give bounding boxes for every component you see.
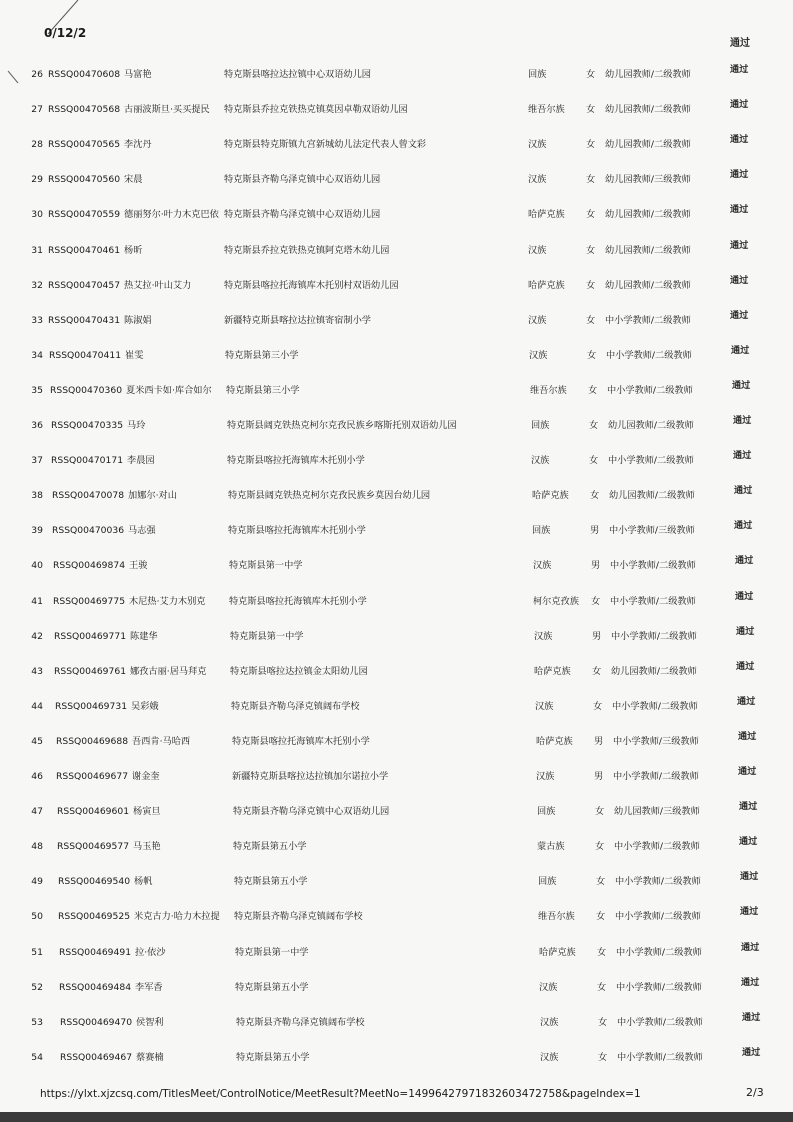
seq-cell: 42 <box>31 630 43 642</box>
ethnicity-cell: 汉族 <box>528 174 547 186</box>
id-name-cell <box>60 1050 164 1066</box>
title-cell: 幼儿园教师/二级教师 <box>609 490 695 502</box>
id-name-cell <box>48 313 152 329</box>
ethnicity-cell: 哈萨克族 <box>528 209 565 221</box>
sex-cell: 男 <box>592 630 602 642</box>
seq-cell: 32 <box>31 279 43 291</box>
application-id: RSSQ00469491 <box>59 946 132 958</box>
application-id: RSSQ00470036 <box>52 525 125 537</box>
title-cell: 中小学教师/二级教师 <box>613 771 699 782</box>
title-cell: 幼儿园教师/三级教师 <box>605 174 691 186</box>
sex-cell: 女 <box>586 104 596 116</box>
application-id: RSSQ00469525 <box>58 911 131 923</box>
applicant-name: 加娜尔·对山 <box>128 490 177 502</box>
title-cell: 中小学教师/二级教师 <box>607 384 693 396</box>
ethnicity-cell: 回族 <box>537 806 556 818</box>
application-id: RSSQ00469540 <box>58 876 131 888</box>
application-id: RSSQ00470335 <box>51 420 124 431</box>
sex-cell: 女 <box>586 69 596 80</box>
applicant-name: 蔡赛楠 <box>136 1051 164 1063</box>
result-cell: 通过 <box>730 169 749 181</box>
sex-cell: 女 <box>586 314 596 326</box>
applicant-name: 吾西肯·马哈西 <box>132 735 191 747</box>
title-cell: 幼儿园教师/三级教师 <box>614 806 700 818</box>
title-cell: 中小学教师/二级教师 <box>615 876 701 888</box>
result-cell: 通过 <box>730 309 749 321</box>
application-id: RSSQ00470559 <box>48 209 121 221</box>
id-name-cell <box>57 804 161 820</box>
title-cell: 中小学教师/二级教师 <box>617 1051 703 1063</box>
unit-cell: 特克斯县喀拉托海镇库木托别小学 <box>227 455 365 467</box>
sex-cell: 男 <box>594 735 604 747</box>
title-cell: 幼儿园教师/二级教师 <box>608 420 694 431</box>
result-cell: 通过 <box>741 976 760 988</box>
application-id: RSSQ00469761 <box>54 665 127 677</box>
title-cell: 中小学教师/二级教师 <box>614 841 700 853</box>
title-cell: 中小学教师/二级教师 <box>605 314 691 326</box>
ethnicity-cell: 哈萨克族 <box>536 735 573 747</box>
table-row <box>0 976 793 996</box>
result-cell: 通过 <box>730 134 749 146</box>
seq-cell: 52 <box>31 981 43 993</box>
unit-cell: 特克斯县喀拉托海镇库木托别小学 <box>229 595 367 607</box>
applicant-name: 杨寅旦 <box>133 806 161 818</box>
result-cell: 通过 <box>730 274 749 286</box>
application-id: RSSQ00470171 <box>51 455 124 467</box>
applicant-name: 马志强 <box>128 525 156 537</box>
sex-cell: 女 <box>586 209 596 221</box>
applicant-name: 马玲 <box>127 420 146 431</box>
ethnicity-cell: 回族 <box>532 525 551 537</box>
application-id: RSSQ00470608 <box>48 69 121 80</box>
seq-cell: 37 <box>31 455 43 467</box>
table-row <box>0 204 793 223</box>
ethnicity-cell: 哈萨克族 <box>534 665 571 677</box>
id-name-cell <box>54 664 206 680</box>
title-cell: 中小学教师/二级教师 <box>608 455 694 467</box>
result-cell: 通过 <box>738 730 757 742</box>
id-name-cell <box>54 629 158 645</box>
id-name-cell <box>48 207 219 223</box>
id-name-cell <box>59 945 166 961</box>
unit-cell: 特克斯县阔克铁热克柯尔克孜民族乡喀斯托别双语幼儿园 <box>227 420 457 431</box>
title-cell: 中小学教师/二级教师 <box>606 349 692 361</box>
id-name-cell <box>48 172 142 188</box>
unit-cell: 特克斯县第三小学 <box>226 384 300 396</box>
sex-cell: 女 <box>592 665 602 677</box>
id-name-cell <box>50 383 212 399</box>
sex-cell: 男 <box>594 771 604 782</box>
unit-cell: 特克斯县第一中学 <box>230 630 304 642</box>
unit-cell: 特克斯县第一中学 <box>235 946 309 958</box>
application-id: RSSQ00469467 <box>60 1051 133 1063</box>
result-cell: 通过 <box>731 344 750 356</box>
id-name-cell <box>56 769 160 785</box>
applicant-name: 马富艳 <box>124 69 152 80</box>
table-row <box>0 801 793 820</box>
result-cell: 通过 <box>742 1046 761 1058</box>
id-name-cell <box>48 243 142 259</box>
ethnicity-cell: 回族 <box>528 69 547 80</box>
ethnicity-cell: 汉族 <box>535 700 554 712</box>
table-row <box>0 1011 793 1031</box>
unit-cell: 特克斯县齐勒乌泽克镇中心双语幼儿园 <box>233 806 390 818</box>
id-name-cell <box>48 102 210 118</box>
table-row <box>0 625 793 645</box>
title-cell: 中小学教师/二级教师 <box>616 981 702 993</box>
applicant-name: 李晨园 <box>127 455 155 467</box>
unit-cell: 特克斯县齐勒乌泽克镇阔布学校 <box>236 1016 365 1028</box>
sex-cell: 女 <box>597 981 607 993</box>
id-name-cell <box>59 980 163 996</box>
table-row <box>0 730 793 750</box>
applicant-name: 陈建华 <box>130 630 158 642</box>
unit-cell: 特克斯县第三小学 <box>225 349 299 361</box>
application-id: RSSQ00469577 <box>57 841 130 853</box>
title-cell: 中小学教师/二级教师 <box>617 1016 703 1028</box>
result-cell: 通过 <box>730 204 749 216</box>
table-row <box>0 415 793 434</box>
applicant-name: 李沈丹 <box>124 139 152 151</box>
result-cell: 通过 <box>741 941 760 953</box>
table-row <box>0 134 793 153</box>
unit-cell: 特克斯县第一中学 <box>229 560 303 572</box>
id-name-cell <box>52 523 156 539</box>
title-cell: 中小学教师/三级教师 <box>609 525 695 537</box>
unit-cell: 特克斯县乔拉克铁热克镇莫因卓勒双语幼儿园 <box>224 104 408 116</box>
ethnicity-cell: 哈萨克族 <box>532 490 569 502</box>
table-row <box>0 485 793 504</box>
application-id: RSSQ00470568 <box>48 104 121 116</box>
application-id: RSSQ00470411 <box>49 349 122 361</box>
table-row <box>0 555 793 574</box>
id-name-cell <box>53 594 205 610</box>
table-row <box>0 906 793 925</box>
applicant-name: 热艾拉·叶山艾力 <box>124 279 192 291</box>
ethnicity-cell: 汉族 <box>528 139 547 151</box>
seq-cell: 47 <box>31 806 43 818</box>
ethnicity-cell: 维吾尔族 <box>530 384 567 396</box>
unit-cell: 特克斯县喀拉托海镇库木托别村双语幼儿园 <box>224 279 399 291</box>
result-cell: 通过 <box>732 379 751 391</box>
seq-cell: 53 <box>31 1016 43 1028</box>
id-name-cell <box>52 488 177 504</box>
seq-cell: 34 <box>31 349 43 361</box>
sex-cell: 女 <box>593 700 603 712</box>
applicant-name: 谢金奎 <box>132 771 160 782</box>
title-cell: 中小学教师/二级教师 <box>611 630 697 642</box>
unit-cell: 新疆特克斯县喀拉达拉镇寄宿制小学 <box>224 314 371 326</box>
applicant-name: 崔雯 <box>125 349 144 361</box>
applicant-name: 侯智利 <box>136 1016 164 1028</box>
application-id: RSSQ00470461 <box>48 244 121 256</box>
seq-cell: 30 <box>31 209 43 221</box>
application-id: RSSQ00470360 <box>50 384 123 396</box>
application-id: RSSQ00469771 <box>54 630 127 642</box>
id-name-cell <box>57 839 161 855</box>
id-name-cell <box>58 909 220 925</box>
sex-cell: 男 <box>591 560 601 572</box>
ethnicity-cell: 汉族 <box>531 455 550 467</box>
application-id: RSSQ00469470 <box>60 1016 133 1028</box>
table-row <box>0 1046 793 1066</box>
unit-cell: 特克斯县第五小学 <box>236 1051 310 1063</box>
sex-cell: 女 <box>586 279 596 291</box>
result-cell: 通过 <box>740 906 759 918</box>
seq-cell: 38 <box>31 490 43 502</box>
result-cell: 通过 <box>742 1011 761 1023</box>
id-name-cell <box>60 1015 164 1031</box>
ethnicity-cell: 哈萨克族 <box>528 279 565 291</box>
ethnicity-cell: 柯尔克孜族 <box>533 595 579 607</box>
unit-cell: 特克斯县乔拉克铁热克镇阿克塔木幼儿园 <box>224 244 390 256</box>
applicant-name: 李军香 <box>135 981 163 993</box>
applicant-name: 宋晨 <box>124 174 143 186</box>
unit-cell: 特克斯县喀拉托海镇库木托别小学 <box>228 525 366 537</box>
result-cell: 通过 <box>739 836 758 848</box>
seq-cell: 49 <box>31 876 43 888</box>
sex-cell: 女 <box>589 455 599 467</box>
unit-cell: 特克斯县阔克铁热克柯尔克孜民族乡莫因台幼儿园 <box>228 490 431 502</box>
sex-cell: 女 <box>589 420 599 431</box>
table-row <box>0 309 793 329</box>
table-row <box>0 274 793 294</box>
seq-cell: 26 <box>31 69 43 80</box>
table-row <box>0 836 793 855</box>
seq-cell: 33 <box>31 314 43 326</box>
sex-cell: 女 <box>586 244 596 256</box>
carried-result: 通过 <box>730 38 750 49</box>
result-cell: 通过 <box>739 801 758 813</box>
application-id: RSSQ00469731 <box>55 700 128 712</box>
application-id: RSSQ00470565 <box>48 139 121 151</box>
unit-cell: 特克斯县齐勒乌泽克镇中心双语幼儿园 <box>224 209 381 221</box>
application-id: RSSQ00470431 <box>48 314 121 326</box>
ethnicity-cell: 维吾尔族 <box>538 911 575 923</box>
ethnicity-cell: 维吾尔族 <box>528 104 565 116</box>
application-id: RSSQ00469484 <box>59 981 132 993</box>
page-number: 2/3 <box>746 1086 764 1099</box>
result-cell: 通过 <box>734 485 753 497</box>
result-cell: 通过 <box>730 99 749 111</box>
applicant-name: 娜孜古丽·居马拜克 <box>130 665 207 677</box>
table-row <box>0 766 793 785</box>
id-name-cell <box>48 278 191 294</box>
applicant-name: 米克古力·哈力木拉提 <box>134 911 220 923</box>
sex-cell: 女 <box>587 349 597 361</box>
result-cell: 通过 <box>730 239 749 251</box>
sex-cell: 女 <box>598 1016 608 1028</box>
seq-cell: 40 <box>31 560 43 572</box>
result-cell: 通过 <box>736 660 755 672</box>
application-id: RSSQ00469874 <box>53 560 126 572</box>
result-cell: 通过 <box>736 625 755 637</box>
id-name-cell <box>48 67 152 83</box>
seq-cell: 50 <box>31 911 43 923</box>
applicant-name: 杨昕 <box>124 244 143 256</box>
title-cell: 幼儿园教师/二级教师 <box>605 279 691 291</box>
applicant-name: 陈淑娟 <box>124 314 152 326</box>
seq-cell: 54 <box>31 1051 43 1063</box>
table-row <box>0 590 793 610</box>
seq-cell: 29 <box>31 174 43 186</box>
title-cell: 幼儿园教师/二级教师 <box>611 665 697 677</box>
sex-cell: 女 <box>598 1051 608 1063</box>
result-cell: 通过 <box>733 450 752 462</box>
applicant-name: 拉·依沙 <box>135 946 166 958</box>
sex-cell: 女 <box>595 806 605 818</box>
id-name-cell <box>51 418 145 434</box>
table-row <box>0 871 793 890</box>
unit-cell: 特克斯县第五小学 <box>234 876 308 888</box>
sex-cell: 女 <box>588 384 598 396</box>
seq-cell: 35 <box>31 384 43 396</box>
title-cell: 中小学教师/二级教师 <box>616 946 702 958</box>
application-id: RSSQ00470560 <box>48 174 121 186</box>
title-cell: 中小学教师/二级教师 <box>610 560 696 572</box>
table-row <box>0 64 793 83</box>
ethnicity-cell: 汉族 <box>533 560 552 572</box>
sex-cell: 女 <box>590 490 600 502</box>
id-name-cell <box>56 734 190 750</box>
seq-cell: 46 <box>31 771 43 782</box>
ethnicity-cell: 汉族 <box>539 981 558 993</box>
id-name-cell <box>49 348 143 364</box>
ethnicity-cell: 蒙古族 <box>537 841 565 853</box>
seq-cell: 36 <box>31 420 43 431</box>
unit-cell: 特克斯县齐勒乌泽克镇中心双语幼儿园 <box>224 174 381 186</box>
applicant-name: 德丽努尔·叶力木克巴依 <box>124 209 219 221</box>
unit-cell: 特克斯县喀拉达拉镇金太阳幼儿园 <box>230 665 368 677</box>
unit-cell: 新疆特克斯县喀拉达拉镇加尔诺拉小学 <box>232 771 389 782</box>
applicant-name: 古丽波斯旦·买买提民 <box>124 104 210 116</box>
seq-cell: 48 <box>31 841 43 853</box>
result-cell: 通过 <box>735 590 754 602</box>
ethnicity-cell: 汉族 <box>528 314 547 326</box>
unit-cell: 特克斯县齐勒乌泽克镇阔布学校 <box>231 700 360 712</box>
sex-cell: 女 <box>586 174 596 186</box>
application-id: RSSQ00470078 <box>52 490 125 502</box>
title-cell: 中小学教师/二级教师 <box>615 911 701 923</box>
table-row <box>0 239 793 259</box>
table-row <box>0 941 793 961</box>
applicant-name: 夏米西卡如·库合如尔 <box>126 384 212 396</box>
title-cell: 中小学教师/二级教师 <box>612 700 698 712</box>
table-row <box>0 99 793 118</box>
applicant-name: 木尼热·艾力木别克 <box>129 595 206 607</box>
ethnicity-cell: 回族 <box>531 420 550 431</box>
table-row <box>0 450 793 469</box>
title-cell: 中小学教师/二级教师 <box>610 595 696 607</box>
table-row <box>0 695 793 715</box>
ethnicity-cell: 汉族 <box>529 349 548 361</box>
sex-cell: 女 <box>595 841 605 853</box>
table-row <box>0 660 793 680</box>
sex-cell: 女 <box>586 139 596 151</box>
unit-cell: 特克斯县第五小学 <box>233 841 307 853</box>
seq-cell: 51 <box>31 946 43 958</box>
result-cell: 通过 <box>738 766 757 777</box>
table-row <box>0 344 793 364</box>
title-cell: 幼儿园教师/二级教师 <box>605 244 691 256</box>
result-cell: 通过 <box>735 555 754 567</box>
result-cell: 通过 <box>737 695 756 707</box>
sex-cell: 男 <box>590 525 600 537</box>
application-id: RSSQ00469775 <box>53 595 126 607</box>
title-cell: 幼儿园教师/二级教师 <box>605 104 691 116</box>
seq-cell: 39 <box>31 525 43 537</box>
footer-url: https://ylxt.xjzcsq.com/TitlesMeet/ControlNotice/MeetResult?MeetNo=14996427971832603472758&pageIndex=1 <box>40 1088 641 1100</box>
title-cell: 幼儿园教师/二级教师 <box>605 69 691 80</box>
id-name-cell <box>58 874 152 890</box>
application-id: RSSQ00469677 <box>56 771 129 782</box>
sex-cell: 女 <box>591 595 601 607</box>
seq-cell: 41 <box>31 595 43 607</box>
unit-cell: 特克斯县第五小学 <box>235 981 309 993</box>
table-row <box>0 169 793 188</box>
result-cell: 通过 <box>733 415 752 426</box>
ethnicity-cell: 汉族 <box>540 1051 559 1063</box>
id-name-cell <box>53 558 147 574</box>
page-edge <box>0 1112 793 1122</box>
ethnicity-cell: 汉族 <box>534 630 553 642</box>
title-cell: 幼儿园教师/二级教师 <box>605 139 691 151</box>
id-name-cell <box>48 137 152 153</box>
seq-cell: 45 <box>31 735 43 747</box>
result-cell: 通过 <box>734 520 753 532</box>
unit-cell: 特克斯县特克斯镇九宫新城幼儿法定代表人曾文彩 <box>224 139 427 151</box>
applicant-name: 马玉艳 <box>133 841 161 853</box>
application-id: RSSQ00469688 <box>56 735 129 747</box>
unit-cell: 特克斯县喀拉托海镇库木托别小学 <box>232 735 370 747</box>
ethnicity-cell: 回族 <box>538 876 557 888</box>
unit-cell: 特克斯县齐勒乌泽克镇阔布学校 <box>234 911 363 923</box>
sex-cell: 女 <box>596 911 606 923</box>
applicant-name: 杨帆 <box>134 876 153 888</box>
table-row <box>0 520 793 539</box>
application-id: RSSQ00470457 <box>48 279 121 291</box>
ethnicity-cell: 汉族 <box>536 771 555 782</box>
sex-cell: 女 <box>596 876 606 888</box>
ethnicity-cell: 汉族 <box>540 1016 559 1028</box>
id-name-cell <box>55 699 159 715</box>
title-cell: 幼儿园教师/二级教师 <box>605 209 691 221</box>
table-row <box>0 379 793 399</box>
title-cell: 中小学教师/三级教师 <box>613 735 699 747</box>
seq-cell: 31 <box>31 244 43 256</box>
seq-cell: 28 <box>31 139 43 151</box>
ethnicity-cell: 汉族 <box>528 244 547 256</box>
id-name-cell <box>51 453 155 469</box>
unit-cell: 特克斯县喀拉达拉镇中心双语幼儿园 <box>224 69 371 80</box>
ethnicity-cell: 哈萨克族 <box>539 946 576 958</box>
sex-cell: 女 <box>597 946 607 958</box>
applicant-name: 吴彩娥 <box>131 700 159 712</box>
result-cell: 通过 <box>740 871 759 883</box>
applicant-name: 王骏 <box>129 560 148 572</box>
print-date: 0/12/2 <box>44 26 87 40</box>
seq-cell: 44 <box>31 700 43 712</box>
seq-cell: 43 <box>31 665 43 677</box>
application-id: RSSQ00469601 <box>57 806 130 818</box>
result-cell: 通过 <box>730 64 749 75</box>
seq-cell: 27 <box>31 104 43 116</box>
